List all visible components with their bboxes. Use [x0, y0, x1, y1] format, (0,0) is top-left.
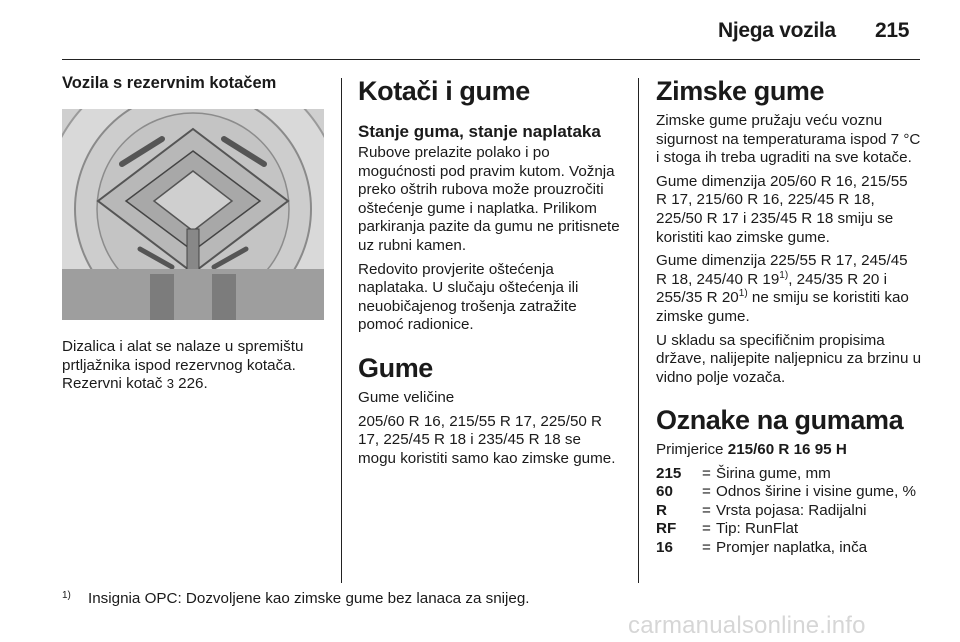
legend-row: RF = Tip: RunFlat: [656, 520, 799, 538]
header-title: Njega vozila: [718, 19, 836, 42]
page-number: 215: [875, 19, 910, 42]
cross-reference-arrow-icon: 3: [166, 376, 174, 392]
spare-wheel-jack-illustration: [62, 109, 324, 320]
section-title-winter-tyres: Zimske gume: [656, 76, 825, 106]
spare-wheel-illustration: [62, 109, 324, 320]
section-heading-spare-wheel: Vozila s rezervnim kotačem: [62, 74, 277, 92]
footnote-ref[interactable]: 1): [738, 288, 748, 300]
column-2: [358, 74, 623, 473]
column-1: [62, 74, 324, 399]
legend-row: 215 = Širina gume, mm: [656, 464, 831, 482]
subsection-title-condition: Stanje guma, stanje naplataka: [358, 122, 601, 141]
watermark-text: carmanualsonline.info: [628, 612, 866, 639]
paragraph-edges: Rubove prelazite polako i po mogućnosti pod pravim kutom. Vožnja preko oštrih rubova može prouzročiti oštećenje gume i naplatka. Prilikom parkiranja pazite da gumu ne pritisnete uz rubni kamen.: [358, 144, 620, 254]
legend-row: 16 = Promjer naplatka, inča: [656, 538, 868, 556]
paragraph-tyre-sizes-label: Gume veličine: [358, 388, 455, 406]
column-divider-1: [341, 78, 342, 583]
section-title-tyre-markings: Oznake na gumama: [656, 405, 904, 436]
footnote-marker: 1): [62, 590, 71, 601]
paragraph-inspection: Redovito provjerite oštećenja naplataka. U slučaju oštećenja ili neuobičajenog trošenja zatražite pomoć radionice.: [358, 260, 579, 334]
section-title-tyres: Gume: [358, 352, 433, 383]
paragraph-winter-not-allowed: Gume dimenzija 225/55 R 17, 245/45 R 18, 245/40 R 19$^{1)}$, 245/35 R 20 i 255/35 R 20$^{1)}$ ne smiju se koristiti kao zimske gume.: [656, 252, 909, 325]
caption-line-2: prtljažnika ispod rezervnog kotača.: [62, 356, 296, 374]
legend-row: 60 = Odnos širine i visine gume, %: [656, 483, 917, 501]
column-divider-2: [638, 78, 639, 583]
example-tyre-code: 215/60 R 16 95 H: [727, 441, 847, 459]
caption-line-3: Rezervni kotač: [62, 375, 163, 393]
footnote-text: Insignia OPC: Dozvoljene kao zimske gume bez lanaca za snijeg.: [88, 590, 530, 607]
footnote-ref[interactable]: 1): [779, 269, 789, 281]
chapter-title-wheels-tyres: Kotači i gume: [358, 76, 530, 106]
example-line: Primjerice 215/60 R 16 95 H: [656, 441, 847, 459]
paragraph-winter-allowed: Gume dimenzija 205/60 R 16, 215/55 R 17, 215/60 R 16, 225/45 R 18, 225/50 R 17 i 235/45 R 18 smiju se koristiti kao zimske gume.: [656, 172, 908, 246]
legend-row: R = Vrsta pojasa: Radijalni: [656, 501, 867, 519]
column-3: [656, 74, 922, 557]
tyre-code-legend: [656, 465, 922, 557]
page-reference[interactable]: 226.: [178, 375, 208, 393]
header-divider: [62, 59, 920, 60]
caption-line-1: Dizalica i alat se nalaze u spremištu: [62, 338, 304, 355]
paragraph-speed-label: U skladu sa specifičnim propisima države, nalijepite naljepnicu za brzinu u vidno polje vozača.: [656, 331, 922, 386]
paragraph-tyre-sizes: 205/60 R 16, 215/55 R 17, 225/50 R 17, 225/45 R 18 i 235/45 R 18 se mogu koristiti samo kao zimske gume.: [358, 412, 616, 467]
paragraph-winter-safety: Zimske gume pružaju veću voznu sigurnost na temperaturama ispod 7 °C i stoga ih treba ugraditi na sve kotače.: [656, 112, 921, 167]
